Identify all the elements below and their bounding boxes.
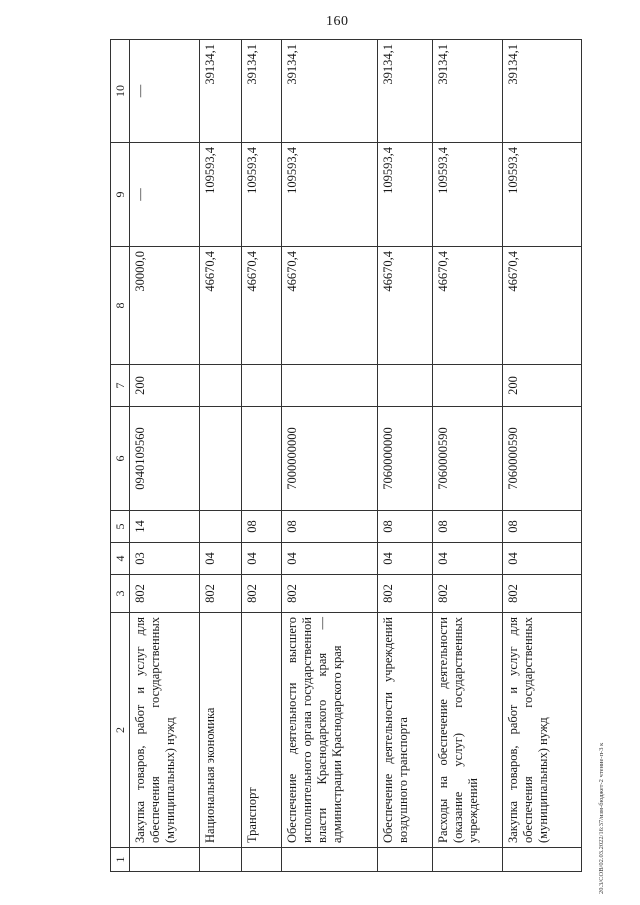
cell-type [378, 365, 433, 407]
cell-code: 802 [503, 575, 582, 613]
cell-target [242, 407, 282, 511]
cell-code: 802 [200, 575, 242, 613]
cell-subsection: 08 [242, 511, 282, 543]
cell-num [242, 848, 282, 872]
cell-section: 04 [378, 543, 433, 575]
header-cell: 7 [111, 365, 130, 407]
table-row [282, 40, 378, 872]
cell-name: Расходы на обеспечение деятельности (оказание услуг) государственных учреждений [433, 613, 503, 848]
cell-amount-1: 30000,0 [130, 247, 200, 365]
cell-code: 802 [242, 575, 282, 613]
cell-num [282, 848, 378, 872]
cell-section: 03 [130, 543, 200, 575]
cell-name: Национальная экономика [200, 613, 242, 848]
cell-code: 802 [282, 575, 378, 613]
cell-type: 200 [503, 365, 582, 407]
cell-code: 802 [378, 575, 433, 613]
cell-subsection: 08 [433, 511, 503, 543]
cell-amount-3: 39134,1 [378, 40, 433, 143]
cell-section: 04 [242, 543, 282, 575]
cell-amount-3: — [130, 40, 200, 143]
table-row [503, 40, 582, 872]
cell-amount-1: 46670,4 [378, 247, 433, 365]
cell-target [200, 407, 242, 511]
cell-amount-3: 39134,1 [503, 40, 582, 143]
cell-name: Обеспечение деятельности учреждений воздушного транспорта [378, 613, 433, 848]
cell-name: Закупка товаров, работ и услуг для обеспечения государственных (муниципальных) нужд [503, 613, 582, 848]
cell-subsection: 08 [282, 511, 378, 543]
header-cell: 3 [111, 575, 130, 613]
cell-amount-3: 39134,1 [433, 40, 503, 143]
cell-type [433, 365, 503, 407]
cell-amount-1: 46670,4 [433, 247, 503, 365]
page-number: 160 [326, 14, 349, 29]
header-cell: 1 [111, 848, 130, 872]
cell-amount-2: 109593,4 [378, 143, 433, 247]
header-cell: 4 [111, 543, 130, 575]
table-row [130, 40, 200, 872]
budget-table [110, 39, 582, 872]
table-row [242, 40, 282, 872]
cell-amount-3: 39134,1 [242, 40, 282, 143]
table-row [200, 40, 242, 872]
cell-amount-2: 109593,4 [503, 143, 582, 247]
cell-amount-2: — [130, 143, 200, 247]
cell-amount-3: 39134,1 [200, 40, 242, 143]
cell-section: 04 [200, 543, 242, 575]
cell-code: 802 [433, 575, 503, 613]
cell-type [282, 365, 378, 407]
cell-name: Обеспечение деятельности высшего исполнительного органа государственной власти Краснодарского края — администрации Краснодарского края [282, 613, 378, 848]
cell-target: 7000000000 [282, 407, 378, 511]
document-side-code: 20.3/СОВ/02.03.2022/16:37/изм-бюджет-2 чтение-п-3 к [598, 742, 605, 894]
cell-target: 0940109560 [130, 407, 200, 511]
cell-amount-2: 109593,4 [433, 143, 503, 247]
cell-subsection [200, 511, 242, 543]
cell-amount-2: 109593,4 [200, 143, 242, 247]
cell-num [200, 848, 242, 872]
cell-amount-1: 46670,4 [503, 247, 582, 365]
cell-amount-2: 109593,4 [282, 143, 378, 247]
header-cell: 2 [111, 613, 130, 848]
budget-table-rotated [110, 40, 580, 872]
cell-section: 04 [503, 543, 582, 575]
cell-subsection: 08 [503, 511, 582, 543]
header-cell: 9 [111, 143, 130, 247]
cell-target: 7060000000 [378, 407, 433, 511]
cell-num [378, 848, 433, 872]
table-header-row [111, 40, 130, 872]
table-row [433, 40, 503, 872]
header-cell: 10 [111, 40, 130, 143]
cell-type: 200 [130, 365, 200, 407]
header-cell: 5 [111, 511, 130, 543]
cell-type [200, 365, 242, 407]
cell-amount-2: 109593,4 [242, 143, 282, 247]
cell-type [242, 365, 282, 407]
cell-num [503, 848, 582, 872]
cell-subsection: 14 [130, 511, 200, 543]
header-cell: 8 [111, 247, 130, 365]
cell-name: Закупка товаров, работ и услуг для обеспечения государственных (муниципальных) нужд [130, 613, 200, 848]
cell-code: 802 [130, 575, 200, 613]
cell-section: 04 [282, 543, 378, 575]
cell-target: 7060000590 [503, 407, 582, 511]
table-row [378, 40, 433, 872]
cell-num [433, 848, 503, 872]
cell-amount-1: 46670,4 [200, 247, 242, 365]
cell-section: 04 [433, 543, 503, 575]
cell-target: 7060000590 [433, 407, 503, 511]
header-cell: 6 [111, 407, 130, 511]
cell-amount-1: 46670,4 [282, 247, 378, 365]
cell-amount-3: 39134,1 [282, 40, 378, 143]
cell-num [130, 848, 200, 872]
cell-amount-1: 46670,4 [242, 247, 282, 365]
cell-subsection: 08 [378, 511, 433, 543]
cell-name: Транспорт [242, 613, 282, 848]
